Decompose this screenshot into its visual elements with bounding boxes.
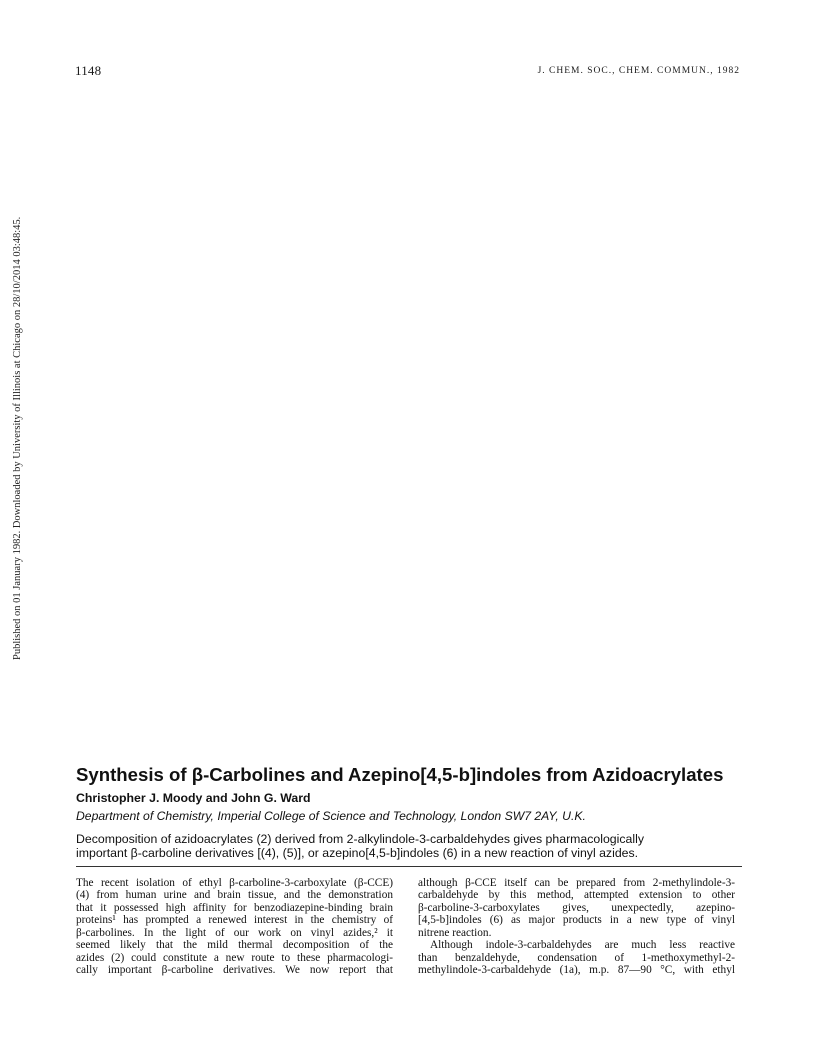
body-line: [4,5-b]indoles (6) as major products in a new type of vinyl bbox=[418, 914, 735, 927]
body-column-left bbox=[76, 877, 393, 977]
body-line: carbaldehyde by this method, attempted extension to other bbox=[418, 889, 735, 902]
abstract-line: important β-carboline derivatives [(4), (5)], or azepino[4,5-b]indoles (6) in a new reaction of vinyl azides. bbox=[76, 845, 639, 860]
body-line: than benzaldehyde, condensation of 1-methoxymethyl-2- bbox=[418, 951, 735, 964]
article-affiliation: Department of Chemistry, Imperial College of Science and Technology, London SW7 2AY, U.K. bbox=[76, 809, 586, 823]
body-line: azides (2) could constitute a new route to these pharmacologi- bbox=[76, 951, 393, 964]
body-column-right bbox=[418, 877, 735, 977]
body-line: nitrene reaction. bbox=[418, 926, 492, 939]
body-line: methylindole-3-carbaldehyde (1a), m.p. 87—90 °C, with ethyl bbox=[418, 964, 735, 977]
body-line: seemed likely that the mild thermal decomposition of the bbox=[76, 939, 393, 952]
body-line: Although indole-3-carbaldehydes are much less reactive bbox=[430, 939, 735, 952]
body-line: proteins¹ has prompted a renewed interest in the chemistry of bbox=[76, 914, 393, 927]
download-notice: Published on 01 January 1982. Downloaded by University of Illinois at Chicago on 28/10/2014 03:48:45. bbox=[12, 216, 23, 660]
body-line: that it possessed high affinity for benzodiazepine-binding brain bbox=[76, 901, 393, 914]
body-line: (4) from human urine and brain tissue, and the demonstration bbox=[76, 889, 393, 902]
abstract-line: Decomposition of azidoacrylates (2) derived from 2-alkylindole-3-carbaldehydes gives pharmacologically bbox=[76, 832, 644, 846]
body-line: β-carboline-3-carboxylates gives, unexpectedly, azepino- bbox=[418, 901, 735, 914]
running-head: J. CHEM. SOC., CHEM. COMMUN., 1982 bbox=[537, 66, 740, 76]
section-divider bbox=[76, 866, 742, 867]
body-line: although β-CCE itself can be prepared from 2-methylindole-3- bbox=[418, 877, 735, 889]
article-title: Synthesis of β-Carbolines and Azepino[4,5-b]indoles from Azidoacrylates bbox=[76, 764, 724, 785]
page-number: 1148 bbox=[75, 63, 102, 78]
body-line: cally important β-carboline derivatives. We now report that bbox=[76, 964, 393, 977]
body-line: The recent isolation of ethyl β-carboline-3-carboxylate (β-CCE) bbox=[76, 877, 393, 889]
article-authors: Christopher J. Moody and John G. Ward bbox=[76, 791, 311, 805]
abstract bbox=[76, 833, 756, 860]
body-line: β-carbolines. In the light of our work on vinyl azides,² it bbox=[76, 926, 393, 939]
